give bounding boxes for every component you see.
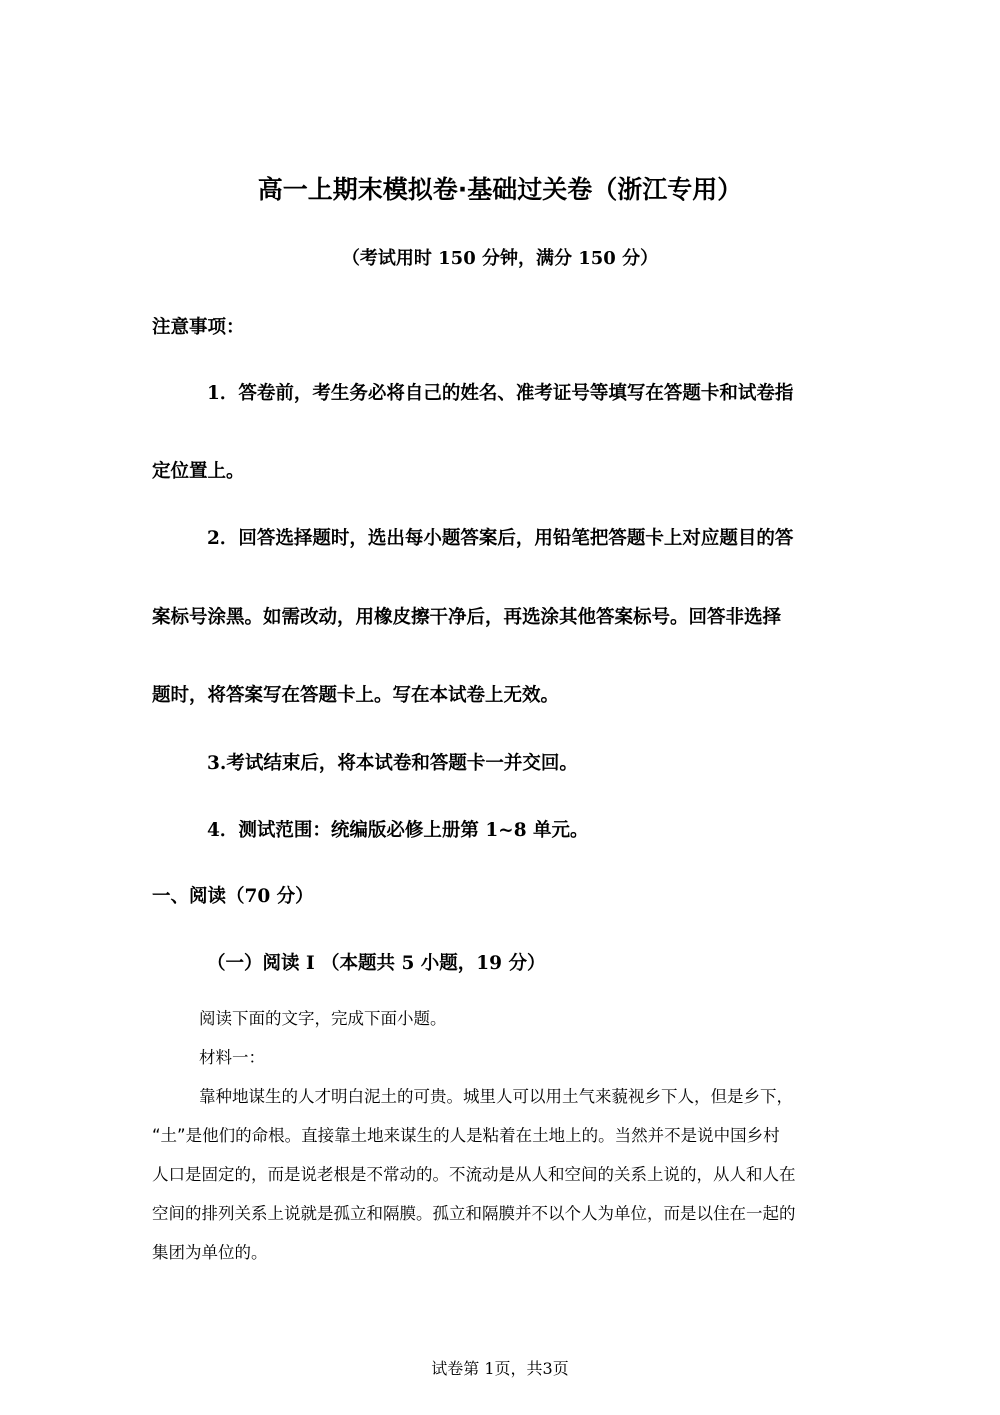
exam-duration-subtitle: （考试用时 150 分钟，满分 150 分） [341,248,659,269]
notice-item-4: 4．测试范围：统编版必修上册第 1~8 单元。 [207,820,589,841]
subsection-heading-reading-1: （一）阅读 I （本题共 5 小题，19 分） [207,953,546,974]
passage-line: “土”是他们的命根。直接靠土地来谋生的人是粘着在土地上的。当然并不是说中国乡村 [152,1126,780,1145]
section-heading-reading: 一、阅读（70 分） [152,886,314,907]
notice-item-2-line-3: 题时，将答案写在答题卡上。写在本试卷上无效。 [152,685,560,706]
notice-item-1-line-2: 定位置上。 [152,461,245,482]
page-footer: 试卷第 1页，共3页 [431,1359,569,1378]
notice-item-2-line-2: 案标号涂黑。如需改动，用橡皮擦干净后，再选涂其他答案标号。回答非选择 [152,607,782,628]
notice-item-1-line-1: 1．答卷前，考生务必将自己的姓名、准考证号等填写在答题卡和试卷指 [207,383,794,404]
passage-line: 集团为单位的。 [152,1243,268,1262]
notice-item-2-line-1: 2．回答选择题时，选出每小题答案后，用铅笔把答题卡上对应题目的答 [207,528,794,549]
passage-line: 靠种地谋生的人才明白泥土的可贵。城里人可以用土气来藐视乡下人，但是乡下， [199,1087,793,1106]
reading-instruction: 阅读下面的文字，完成下面小题。 [199,1009,447,1028]
notice-item-3: 3.考试结束后，将本试卷和答题卡一并交回。 [207,753,578,774]
passage-line: 空间的排列关系上说就是孤立和隔膜。孤立和隔膜并不以个人为单位，而是以住在一起的 [152,1204,796,1223]
material-label: 材料一： [199,1048,265,1067]
notice-heading: 注意事项： [152,317,245,338]
page-title: 高一上期末模拟卷·基础过关卷（浙江专用） [257,175,743,204]
passage-line: 人口是固定的，而是说老根是不常动的。不流动是从人和空间的关系上说的，从人和人在 [152,1165,796,1184]
